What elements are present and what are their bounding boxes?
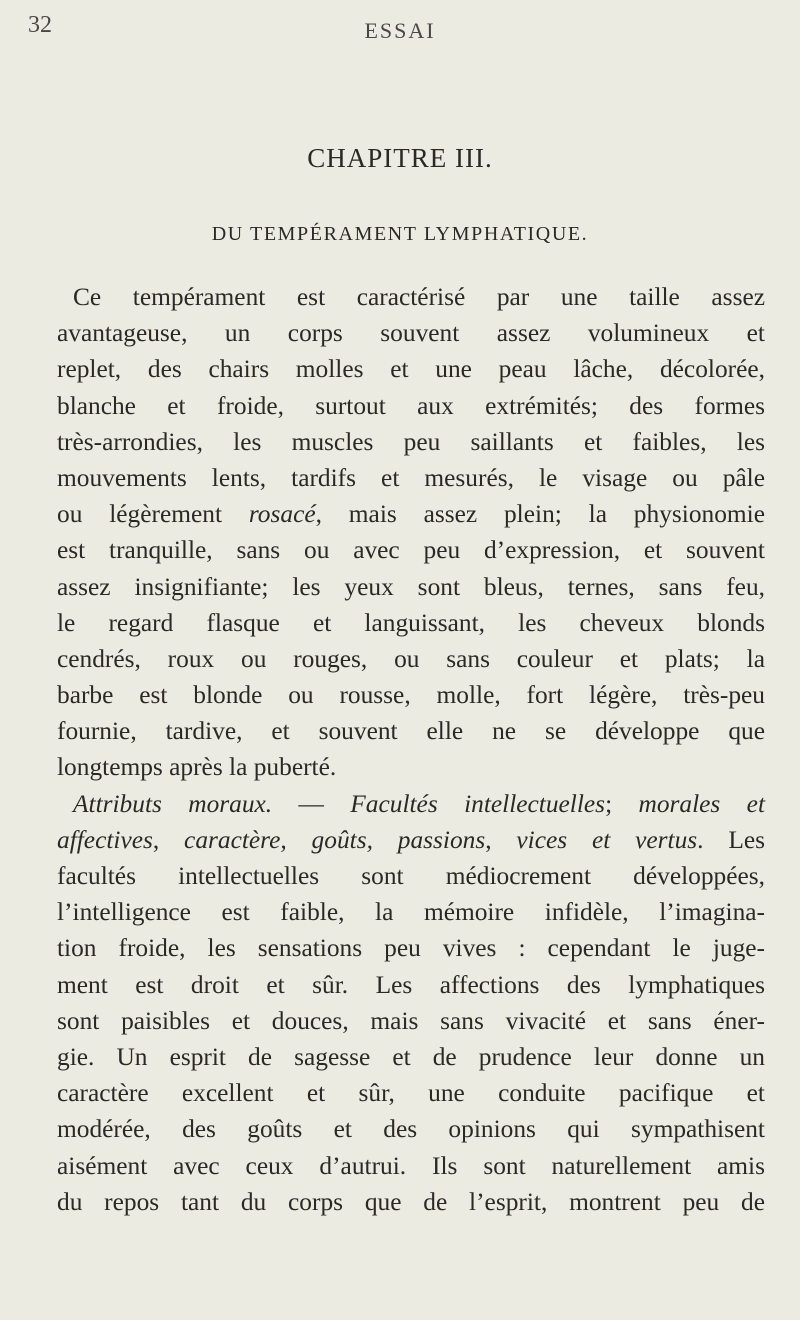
text-run: , mais assez plein; la physionomie	[315, 500, 765, 529]
text-run: —	[272, 789, 351, 818]
italic-heading: Facultés intellectuelles	[350, 789, 606, 818]
text-line: très-arrondies, les muscles peu saillants et faibles, les	[57, 427, 765, 456]
text-line: ment est droit et sûr. Les affections des lymphatiques	[57, 970, 765, 999]
text-line: facultés intellectuelles sont médiocrement développées,	[57, 862, 765, 890]
text-run: ou légèrement	[57, 500, 249, 529]
text-line	[57, 786, 765, 822]
italic-heading: morales et	[638, 789, 765, 818]
text-line: gie. Un esprit de sagesse et de prudence leur donne un	[57, 1042, 765, 1071]
italic-heading: caractère, goûts, passions	[184, 825, 486, 854]
text-line: modérée, des goûts et des opinions qui sympathisent	[57, 1115, 765, 1144]
text-run: ,	[485, 825, 517, 854]
text-line: blanche et froide, surtout aux extrémités; des formes	[57, 391, 765, 420]
text-line: caractère excellent et sûr, une conduite pacifique et	[57, 1079, 765, 1108]
text-line: barbe est blonde ou rousse, molle, fort légère, très-peu	[57, 681, 765, 710]
text-line: aisément avec ceux d’autrui. Ils sont naturellement amis	[57, 1151, 765, 1180]
text-line: assez insignifiante; les yeux sont bleus, ternes, sans feu,	[57, 572, 765, 601]
text-run: ,	[152, 825, 185, 854]
text-line: Ce tempérament est caractérisé par une taille assez	[73, 283, 765, 311]
body-text	[57, 279, 765, 1220]
text-line: tion froide, les sensations peu vives : cependant le juge-	[57, 934, 765, 963]
italic-word: rosacé	[248, 500, 316, 529]
text-line	[57, 496, 765, 532]
text-run: . Les	[697, 825, 765, 854]
text-line: sont paisibles et douces, mais sans vivacité et sans éner-	[57, 1006, 765, 1035]
italic-heading: Attributs moraux.	[73, 789, 273, 818]
text-line: fournie, tardive, et souvent elle ne se développe que	[57, 717, 765, 746]
chapter-title: CHAPITRE III.	[307, 143, 493, 173]
italic-heading: affectives	[57, 825, 153, 854]
text-line: le regard flasque et languissant, les cheveux blonds	[57, 608, 765, 637]
text-line: avantageuse, un corps souvent assez volumineux et	[57, 319, 765, 348]
page-number: 32	[28, 12, 52, 38]
text-line: replet, des chairs molles et une peau lâche, décolorée,	[57, 355, 765, 384]
italic-heading: vices et vertus	[516, 825, 698, 854]
text-line	[57, 822, 765, 858]
text-line: du repos tant du corps que de l’esprit, montrent peu de	[57, 1187, 765, 1216]
text-line: longtemps après la puberté.	[57, 753, 337, 782]
text-line: l’intelligence est faible, la mémoire infidèle, l’imagina-	[57, 898, 765, 927]
section-title: DU TEMPÉRAMENT LYMPHATIQUE.	[211, 223, 589, 245]
text-run: ;	[605, 789, 639, 818]
text-line: mouvements lents, tardifs et mesurés, le visage ou pâle	[57, 463, 765, 492]
running-title: ESSAI	[364, 18, 436, 43]
text-line: est tranquille, sans ou avec peu d’expression, et souvent	[57, 536, 765, 565]
text-line: cendrés, roux ou rouges, ou sans couleur et plats; la	[57, 644, 765, 673]
